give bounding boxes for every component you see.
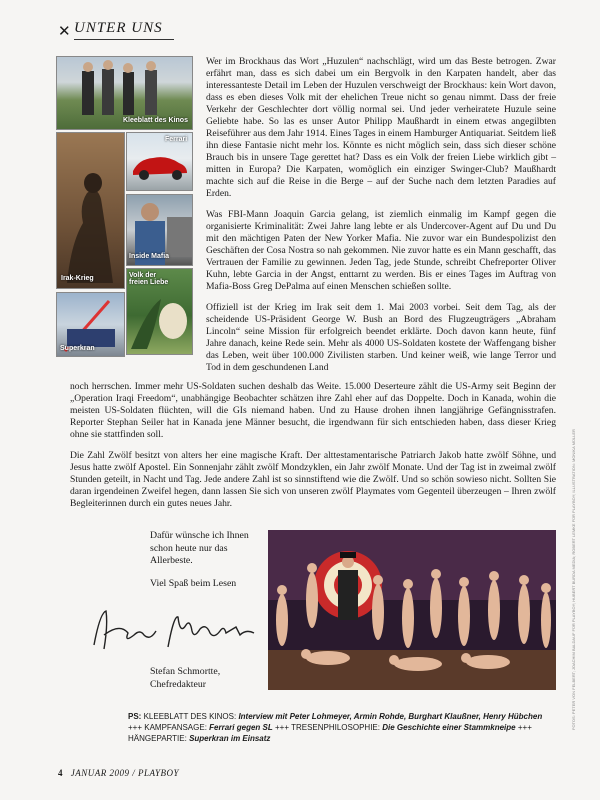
thumb-label: Ferrari: [165, 136, 188, 143]
header-rule: [74, 39, 174, 40]
photo-credit-text: FOTOS: PETER VON FELBERT; JOACHIM BALDAUF FÜR PLAYBOY; HUBERT BURDA MEDIA; ROBERT LEMKE FÜR PLAYBOY; ILLUSTRATION: MONIKA MÜLLER: [571, 429, 576, 730]
closing-fun: Viel Spaß beim Lesen: [150, 577, 237, 589]
ps-label: PS:: [128, 712, 142, 721]
playboy-bunny-icon: ✕: [58, 22, 71, 40]
ps-key-4: +++ HÄNGEPARTIE:: [128, 723, 532, 743]
thumb-label: Irak-Krieg: [61, 275, 94, 282]
thumb-ferrari: [126, 132, 193, 191]
editorial-text: [206, 56, 556, 383]
playmates-image: [268, 530, 556, 690]
issue-label: JANUAR 2009 / PLAYBOY: [70, 768, 180, 778]
playmates-photo: [268, 530, 556, 690]
closing-wish: Dafür wünsche ich Ihnen schon heute nur das Allerbeste.: [150, 530, 249, 566]
closing-text: [150, 530, 265, 600]
paragraph-zwoelf: Die Zahl Zwölf besitzt von alters her eine magische Kraft. Der alttestamentarische Patriarch Jakob hatte zwölf Söhne, und Jesus hatte zwölf Apostel. Ein Sonnenjahr zählt zwölf Mondzyklen, ein Jahr zwölf Monate. Und der Tag ist in zweimal zwölf Stunden geteilt, in Nacht und Tag. Jede andere Zahl ist so sinnstiftend wie die Zwölf. Und so schön sowieso nicht. Sollten Sie daran irgendeinen Zweifel hegen, dann lassen Sie sich von unseren zwölf Playmates vom Gegenteil überzeugen – Ihren zwölf Begleiterinnen durch ein gutes neues Jahr.: [70, 450, 556, 509]
ps-value-2: Ferrari gegen SL: [209, 723, 273, 732]
thumbnail-column: [56, 56, 196, 361]
photo-credit: [571, 400, 578, 730]
ps-key-3: +++ TRESENPHILOSOPHIE:: [274, 723, 380, 732]
section-title: UNTER UNS: [74, 20, 163, 36]
thumb-label: Inside Mafia: [129, 253, 170, 260]
page-number: 4: [58, 768, 63, 778]
soldier-image: [57, 133, 124, 288]
ps-line: [128, 711, 548, 744]
ps-key-1: KLEEBLATT DES KINOS:: [143, 712, 237, 721]
ps-key-2: +++ KAMPFANSAGE:: [128, 723, 207, 732]
ps-value-4: Superkran im Einsatz: [189, 734, 271, 743]
thumb-kleeblatt: [56, 56, 193, 130]
ps-value-3: Die Geschichte einer Stammkneipe: [382, 723, 516, 732]
thumb-superkran: [56, 292, 125, 357]
paragraph-huzulen: Wer im Brockhaus das Wort „Huzulen“ nachschlägt, wird um das Beste betrogen. Zwar erfährt man, dass es sich dabei um ein Bergvolk in den Karpaten handelt, aber das interessanteste Detail im Leben der Huzulen verschweigt der Brockhaus: kein Wort davon, dass es eben dieses Volk mit der ehelichen Treue nicht so genau nimmt. Dass der freie Verkehr der Geschlechter dort völlig normal sei. Und jeder verheiratete Huzule seine Geliebte habe. So las es unser Autor Philipp Maußhardt in einem etwas angegilbten Reiseführer aus dem Jahr 1914. Eines Tages in einem Hamburger Antiquariat. Seitdem ließ ihn diese Fantasie nicht mehr los. Könnte es nicht möglich sein, dass sich dieser schöne Brauch bis in unsere Tage gerettet hat? Dass es ein Volk der freien Liebe wirklich gibt – mitten in Europa? Die Karpaten, womöglich ein einziger Swinger-Club? Maußhardt machte sich auf die Reise in die Berge – auf der Suche nach dem letzten Paradies auf Erden.: [206, 56, 556, 199]
paragraph-mafia: Was FBI-Mann Joaquin Garcia gelang, ist ziemlich einmalig im Kampf gegen die organisierte Kriminalität: Zwei Jahre lang lebte er als Undercover-Agent auf Du und Du mit den mächtigen Paten der New Yorker Mafia. Nie zuvor war ein Bundespolizist den Geschäften der Cosa Nostra so nah gekommen. Nie zuvor hatte es ein Mann geschafft, das Vertrauen der Familie zu gewinnen. Jeden Tag, jede Stunde, schreibt Chefreporter Oliver Kuhn, lebte Garcia in der Angst, enttarnt zu werden. Bis er eines Tages im Auftrag von Mafia-Boss Greg DePalma auf einen Menschen schießen sollte.: [206, 209, 556, 292]
thumb-label: Kleeblatt des Kinos: [123, 117, 188, 124]
thumb-volk: [126, 268, 193, 355]
signature-image: [90, 605, 260, 655]
paragraph-irak-start: Offiziell ist der Krieg im Irak seit dem 1. Mai 2003 vorbei. Seit dem Tag, als der scheidende US-Präsident George W. Bush an Bord des Flugzeugträgers „Abraham Lincoln“ seine Mission für erfolgreich beendet erklärte. Doch davon kann heute, fünf Jahre danach, keine Rede sein. Mehr als 4000 US-Soldaten kostete der Waffengang bisher das Leben, weit über 100.000 Zivilisten starben. Und keiner weiß, wie lange Terror und Tod in dem geschundenen Land: [206, 302, 556, 373]
thumb-label: Superkran: [60, 345, 95, 352]
page-footer: [58, 768, 179, 778]
thumb-mafia: [126, 194, 193, 266]
signer-role: Chefredakteur: [150, 678, 207, 690]
editorial-text-wide: [70, 381, 556, 510]
ps-value-1: Interview mit Peter Lohmeyer, Armin Rohde, Burghart Klaußner, Henry Hübchen: [238, 712, 543, 721]
paragraph-irak-end: noch herrschen. Immer mehr US-Soldaten suchen deshalb das Weite. 15.000 Deserteure zählt die US-Army seit Beginn der „Operation Iraqi Freedom“, unabhängige Beobachter schätzen ihre Zahl eher auf das Doppelte. Doch in Kanada, wohin die meisten US-Soldaten flüchten, will die GIs niemand haben. Und zu Hause drohen ihnen langjährige Gefängnisstrafen. Reporter Stephan Seiler hat in Kanada jene Männer besucht, die irgendwann für sich entschieden haben, dass dieser Krieg ohne sie stattfinden soll.: [70, 381, 556, 440]
signer-block: [150, 666, 220, 691]
section-header: [58, 20, 178, 42]
thumb-label: Volk der freien Liebe: [129, 272, 169, 286]
thumb-irak: [56, 132, 125, 289]
signer-name: Stefan Schmortte,: [150, 666, 221, 677]
